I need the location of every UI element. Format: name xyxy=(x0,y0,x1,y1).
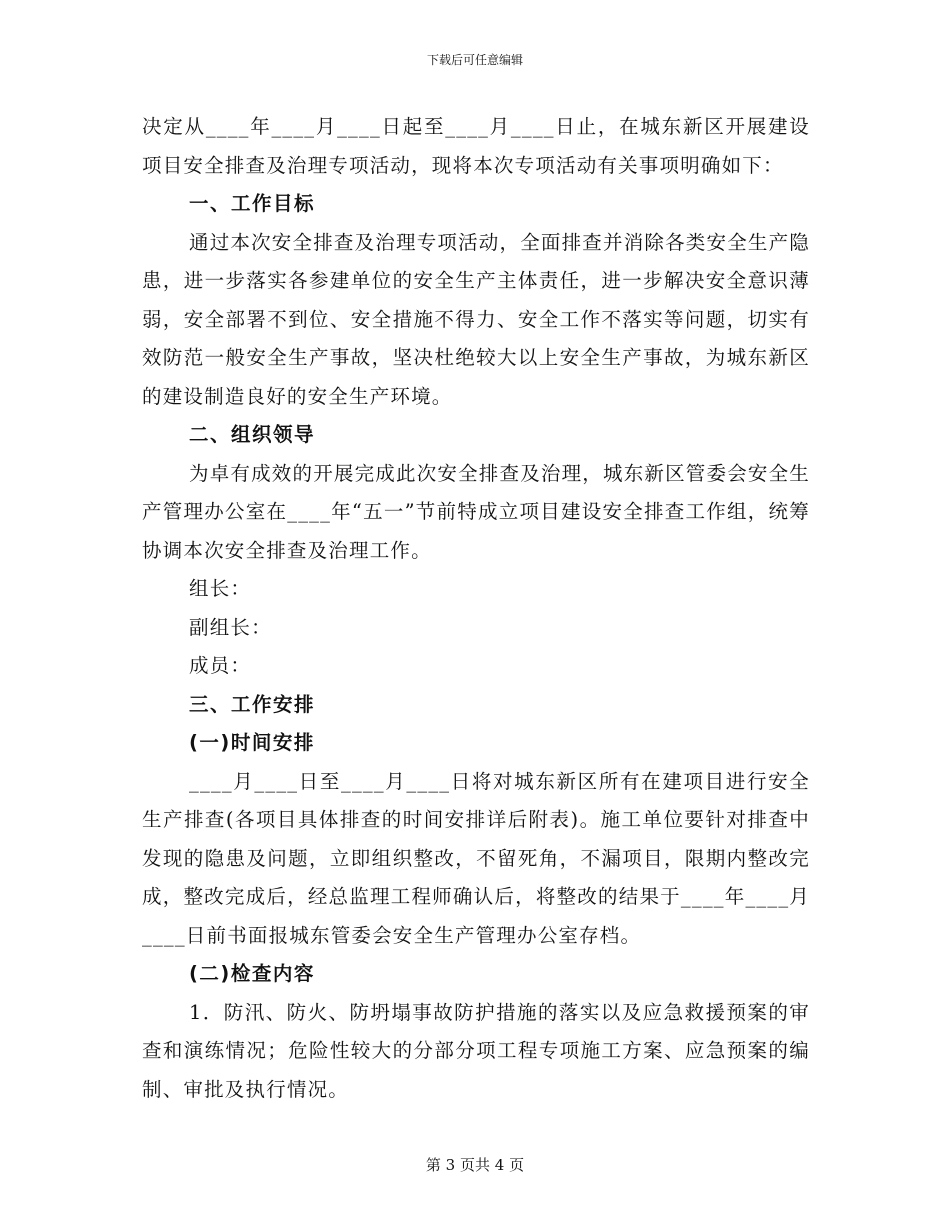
deputy-leader-line: 副组长： xyxy=(189,615,272,639)
schedule-paragraph: ____月____日至____月____日将对城东新区所有在建项目进行安全生产排查(各项目具体排查的时间安排详后附表)。施工单位要针对排查中发现的隐患及问题，立即组织整改，不留死角，不漏项目，限期内整改完成，整改完成后，经总监理工程师确认后，将整改的结果于____年____月____日前书面报城东管委会安全生产管理办公室存档。 xyxy=(142,769,810,947)
section-heading-organization: 二、组织领导 xyxy=(189,423,316,446)
subsection-heading-schedule: (一)时间安排 xyxy=(189,731,315,754)
page-number: 第 3 页共 4 页 xyxy=(425,1156,525,1174)
intro-paragraph: 决定从____年____月____日起至____月____日止，在城东新区开展建设项目安全排查及治理专项活动，现将本次专项活动有关事项明确如下： xyxy=(142,115,810,177)
page-header: 下载后可任意编辑 xyxy=(426,53,523,67)
members-line: 成员： xyxy=(189,654,252,677)
subsection-heading-inspection-content: (二)检查内容 xyxy=(189,962,315,985)
document-body xyxy=(142,108,810,1109)
inspection-item-1: 1．防汛、防火、防坍塌事故防护措施的落实以及应急救援预案的审查和演练情况；危险性较大的分部分项工程专项施工方案、应急预案的编制、审批及执行情况。 xyxy=(142,1000,810,1101)
section-heading-work-goal: 一、工作目标 xyxy=(189,192,316,215)
work-goal-paragraph: 通过本次安全排查及治理专项活动，全面排查并消除各类安全生产隐患，进一步落实各参建单位的安全生产主体责任，进一步解决安全意识薄弱，安全部署不到位、安全措施不得力、安全工作不落实等问题，切实有效防范一般安全生产事故，坚决杜绝较大以上安全生产事故，为城东新区的建设制造良好的安全生产环境。 xyxy=(142,230,811,408)
section-heading-work-arrangement: 三、工作安排 xyxy=(189,692,316,716)
team-leader-line: 组长： xyxy=(189,577,252,600)
organization-paragraph: 为卓有成效的开展完成此次安全排查及治理，城东新区管委会安全生产管理办公室在____年“五一”节前特成立项目建设安全排查工作组，统筹协调本次安全排查及治理工作。 xyxy=(142,461,811,562)
